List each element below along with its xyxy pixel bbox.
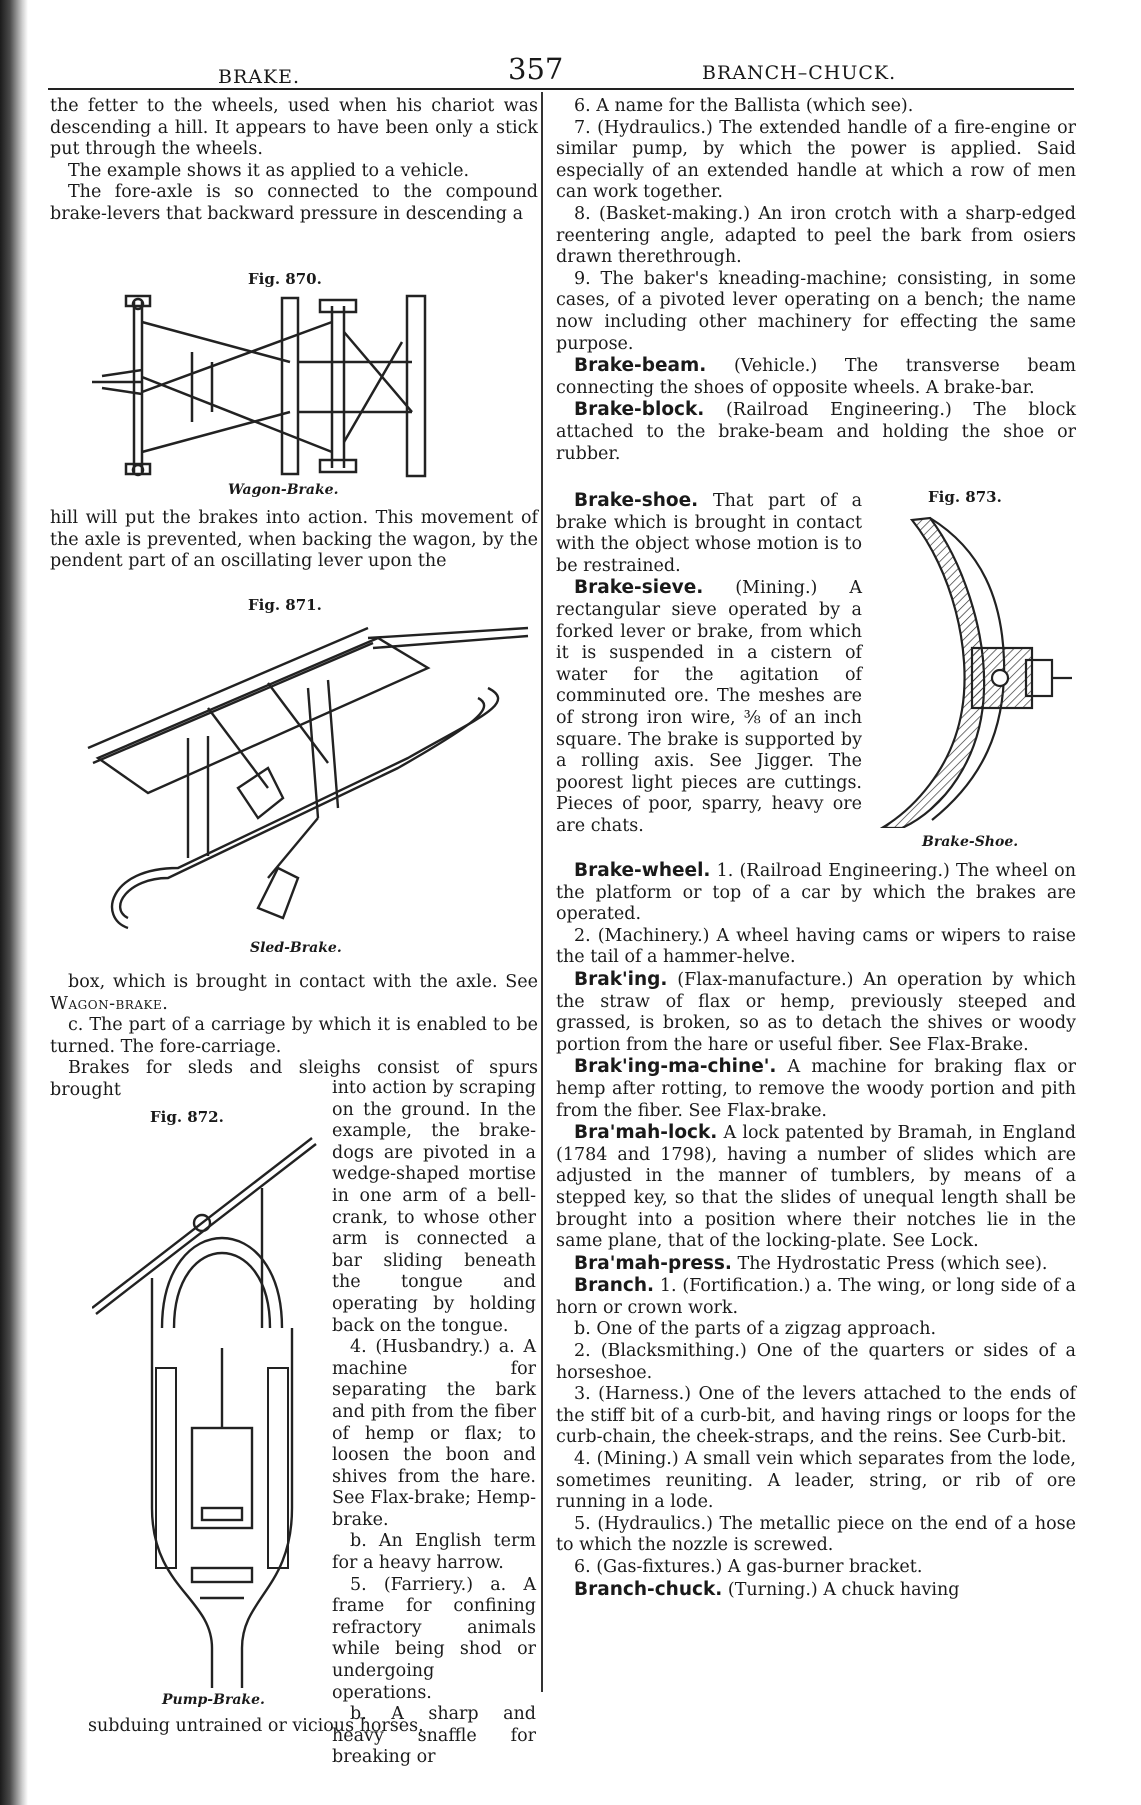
entry-text: A machine for braking flax or hemp after rotting, to remove the woody portion and pith from the fiber. See Flax-brake. — [556, 1057, 1076, 1121]
running-header — [190, 52, 1070, 92]
left-column-block-5 — [88, 1716, 538, 1738]
entry-text: The Hydrostatic Press (which see). — [737, 1253, 1048, 1274]
paragraph: 2. (Machinery.) A wheel having cams or wipers to raise the tail of a hammer-helve. — [556, 925, 1076, 968]
entry-text: A lock patented by Bramah, in England (1784 and 1798), having a number of slides which are adjusted in the manner of tumblers, by means of a stepped key, so that the slides of unequal length shall be brought into a position where their notches lie in the same plane, that of the locking-plate. See Lock. — [556, 1123, 1076, 1252]
paragraph: 4. (Mining.) A small vein which separates from the lode, sometimes reuniting. A leader, string, or rib of ore running in a lode. — [556, 1449, 1076, 1513]
paragraph: b. A sharp and heavy snaffle for breaking or — [332, 1704, 536, 1768]
entry-headword: Bra'mah-press. — [574, 1252, 732, 1274]
sled-brake-figure — [68, 618, 538, 938]
entry-branch — [556, 1275, 1076, 1319]
entry-headword: Branch-chuck. — [574, 1578, 723, 1600]
right-column-narrow-block — [556, 490, 862, 838]
entry-text: (Flax-manufacture.) An operation by which the straw of flax or hemp, previously steeped and grassed, is broken, so as to detach the shives or woody portion from the hare or useful fiber. See Flax-Brake. — [556, 969, 1076, 1055]
entry-bramah-lock — [556, 1122, 1076, 1253]
entry-headword: Brake-shoe. — [574, 490, 699, 511]
entry-text: 1. (Railroad Engineering.) The wheel on the platform or top of a car by which the brakes are operated. — [556, 861, 1076, 925]
page-number: 357 — [508, 52, 564, 86]
paragraph: 6. (Gas-fixtures.) A gas-burner bracket. — [574, 1557, 923, 1577]
paragraph: 5. (Farriery.) a. A frame for confining refractory animals while being shod or undergoing operations. — [332, 1574, 536, 1703]
paragraph: 3. (Harness.) One of the levers attached to the ends of the stiff bit of a curb-bit, and having rings or loops for the curb-chain, the cheek-straps, and the reins. See Curb-bit. — [556, 1384, 1076, 1448]
left-column-block-2 — [50, 508, 538, 573]
paragraph: subduing untrained or vicious horses. — [88, 1716, 424, 1736]
paragraph: b. One of the parts of a zigzag approach. — [574, 1319, 937, 1340]
entry-headword: Bra'mah-lock. — [574, 1122, 718, 1144]
left-column-block-1 — [50, 96, 538, 226]
header-right-word: BRANCH–CHUCK. — [702, 62, 897, 84]
paragraph: into action by scraping on the ground. In the example, the brake-dogs are pivoted in a wedge-shaped mortise in one arm of a bell-crank, to whose other arm is connected a bar sliding beneath the tongue and operating by holding back on the tongue. — [332, 1078, 536, 1336]
paragraph: b. An English term for a heavy harrow. — [332, 1531, 536, 1574]
fig-870-label: Fig. 870. — [248, 270, 322, 288]
entry-brake-shoe — [556, 490, 862, 577]
fig-871-label: Fig. 871. — [248, 596, 322, 614]
fig-873-caption: Brake-Shoe. — [922, 834, 1019, 850]
paragraph: hill will put the brakes into action. This movement of the axle is prevented, when backing the wagon, by the pendent part of an oscillating lever upon the — [50, 508, 538, 572]
cross-reference: Wagon-brake. — [50, 993, 169, 1014]
entry-headword: Brake-wheel. — [574, 860, 711, 881]
entry-bramah-press — [556, 1253, 1076, 1276]
entry-text: (Turning.) A chuck having — [727, 1579, 960, 1600]
fig-872-caption: Pump-Brake. — [162, 1692, 265, 1708]
entry-text: 1. (Fortification.) a. The wing, or long side of a horn or crown work. — [556, 1276, 1076, 1318]
entry-brake-sieve — [556, 577, 862, 837]
text: box, which is brought in contact with the axle. See — [68, 972, 538, 992]
right-column-block-1 — [556, 96, 1076, 465]
header-rule — [48, 88, 1074, 90]
paragraph: The example shows it as applied to a vehicle. — [68, 160, 470, 181]
paragraph: 8. (Basket-making.) An iron crotch with a sharp-edged reentering angle, adapted to peel the bark from osiers drawn therethrough. — [556, 203, 1076, 268]
paragraph: 9. The baker's kneading-machine; consisting, in some cases, of a pivoted lever operating on a bench; the name now including other machinery for effecting the same purpose. — [556, 268, 1076, 354]
entry-headword: Brake-beam. — [574, 355, 707, 377]
paragraph: Brakes for sleds and sleighs consist of spurs brought — [50, 1058, 538, 1100]
entry-text: (Vehicle.) The transverse beam connecting the shoes of opposite wheels. A brake-bar. — [556, 356, 1076, 398]
entry-headword: Brake-sieve. — [574, 577, 704, 599]
entry-text: That part of a brake which is brought in contact with the object whose motion is to be restrained. — [556, 491, 862, 576]
entry-braking — [556, 969, 1076, 1056]
brake-shoe-figure — [872, 510, 1072, 828]
paragraph: 6. A name for the Ballista (which see). — [574, 96, 914, 116]
entry-text: (Railroad Engineering.) The block attached to the brake-beam and holding the shoe or rubber. — [556, 400, 1076, 464]
entry-branch-chuck — [556, 1579, 1076, 1602]
fig-873-label: Fig. 873. — [928, 488, 1002, 506]
fig-871-caption: Sled-Brake. — [250, 940, 342, 956]
entry-text: (Mining.) A rectangular sieve operated by a forked lever or brake, from which it is suspended in a cistern of water for the agitation of comminuted ore. The meshes are of strong iron wire, ⅜ of an inch square. The brake is supported by a rolling axis. See Jigger. The poorest light pieces are cuttings. Pieces of poor, sparry, heavy ore are chats. — [556, 578, 862, 836]
entry-brake-wheel — [556, 860, 1076, 926]
entry-braking-machine — [556, 1056, 1076, 1122]
entry-headword: Brak'ing-ma-chine'. — [574, 1056, 777, 1078]
wagon-brake-figure — [82, 292, 502, 480]
entry-headword: Branch. — [574, 1275, 655, 1297]
pump-brake-figure — [92, 1128, 324, 1688]
fig-870-caption: Wagon-Brake. — [228, 482, 339, 498]
paragraph — [50, 972, 538, 1015]
entry-brake-block — [556, 399, 1076, 465]
paragraph: the fetter to the wheels, used when his chariot was descending a hill. It appears to have been only a stick put through the wheels. — [50, 96, 538, 160]
paragraph: 2. (Blacksmithing.) One of the quarters or sides of a horseshoe. — [556, 1341, 1076, 1383]
paragraph: 4. (Husbandry.) a. A machine for separating the bark and pith from the fiber of hemp or flax; to loosen the boon and shives from the hare. See Flax-brake; Hemp-brake. — [332, 1337, 536, 1530]
book-gutter-shadow — [0, 0, 28, 1805]
paragraph: c. The part of a carriage by which it is enabled to be turned. The fore-carriage. — [50, 1015, 538, 1057]
entry-headword: Brak'ing. — [574, 968, 668, 990]
fig-872-label: Fig. 872. — [150, 1108, 224, 1126]
paragraph: 5. (Hydraulics.) The metallic piece on the end of a hose to which the nozzle is screwed. — [556, 1513, 1076, 1556]
paragraph: The fore-axle is so connected to the compound brake-levers that backward pressure in descending a — [50, 182, 538, 224]
left-column-block-4 — [332, 1078, 536, 1769]
paragraph: 7. (Hydraulics.) The extended handle of a fire-engine or similar pump, by which the power is applied. Said especially of an extended handle at which a row of men can work together. — [556, 117, 1076, 203]
right-column-block-2 — [556, 860, 1076, 1601]
column-divider — [541, 92, 543, 1692]
entry-brake-beam — [556, 355, 1076, 399]
header-left-word: BRAKE. — [218, 66, 301, 88]
entry-headword: Brake-block. — [574, 399, 705, 421]
